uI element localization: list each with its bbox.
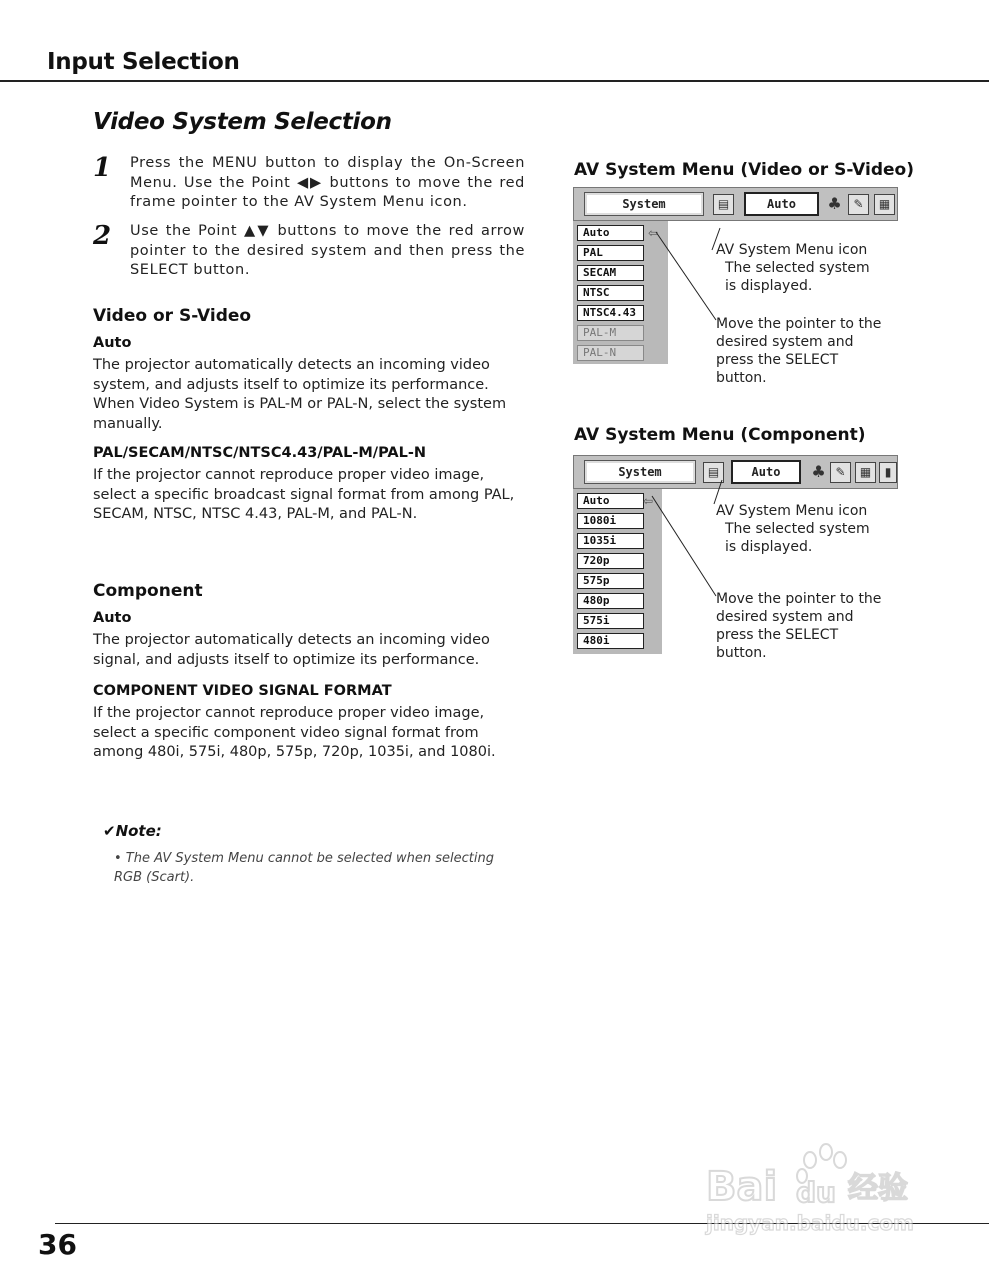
list-item-pal[interactable]: PAL <box>577 245 644 261</box>
system-tab[interactable]: System <box>584 192 704 216</box>
menu-component-title: AV System Menu (Component) <box>574 425 866 445</box>
list-item-secam[interactable]: SECAM <box>577 265 644 281</box>
menu-component-callout-icon-title: AV System Menu icon <box>716 503 868 519</box>
component-heading: Component <box>93 581 203 601</box>
color-adjust-icon[interactable]: ♣ <box>811 462 826 481</box>
component-format-text: If the projector cannot reproduce proper video image, select a specific component video signal format from among 480i, 575i, 480p, 575p, 720p, 1035i, and 1080i. <box>93 705 496 760</box>
color-adjust-icon[interactable]: ♣ <box>827 194 842 213</box>
section-title: Video System Selection <box>93 109 392 135</box>
page-number: 36 <box>38 1228 77 1261</box>
system-tab[interactable]: System <box>584 460 696 484</box>
note-text: • The AV System Menu cannot be selected when selecting RGB (Scart). <box>114 851 494 885</box>
component-format-label: COMPONENT VIDEO SIGNAL FORMAT <box>93 683 392 699</box>
step-number-1: 1 <box>93 153 112 183</box>
setting-icon[interactable]: ▮ <box>879 462 897 483</box>
menu-tool-icon[interactable]: ▤ <box>703 462 724 483</box>
list-item-ntsc443[interactable]: NTSC4.43 <box>577 305 644 321</box>
menu-video-callout-icon-text: The selected system is displayed. <box>725 260 870 294</box>
list-item-720p[interactable]: 720p <box>577 553 644 569</box>
menu-tool-icon[interactable]: ▤ <box>713 194 734 215</box>
video-auto-text: The projector automatically detects an incoming video system, and adjusts itself to optimize its performance. When Video System is PAL-M or PAL-N, select the system manually. <box>93 357 507 432</box>
list-item-pal-m[interactable]: PAL-M <box>577 325 644 341</box>
list-item-575p[interactable]: 575p <box>577 573 644 589</box>
av-system-menu-icon[interactable]: Auto <box>731 460 801 484</box>
menu-video-callout-icon-title: AV System Menu icon <box>716 242 868 258</box>
menu-video-callout-pointer: Move the pointer to the desired system and press the SELECT button. <box>716 316 882 386</box>
svg-text:du: du <box>796 1176 836 1209</box>
baidu-watermark-logo <box>702 1138 942 1238</box>
screen-icon[interactable]: ▦ <box>855 462 876 483</box>
component-auto-text: The projector automatically detects an incoming video signal, and adjusts itself to optimize its performance. <box>93 632 490 668</box>
video-formats-text: If the projector cannot reproduce proper video image, select a specific broadcast signal format from among PAL, SECAM, NTSC, NTSC 4.43, PAL-M, and PAL-N. <box>93 467 515 522</box>
page-header-title: Input Selection <box>47 49 240 75</box>
list-item-1035i[interactable]: 1035i <box>577 533 644 549</box>
av-system-menu-icon[interactable]: Auto <box>744 192 819 216</box>
menu-component-callout-pointer: Move the pointer to the desired system and press the SELECT button. <box>716 591 882 661</box>
video-formats-label: PAL/SECAM/NTSC/NTSC4.43/PAL-M/PAL-N <box>93 445 426 461</box>
menu-video-topbar <box>573 187 898 221</box>
list-item-575i[interactable]: 575i <box>577 613 644 629</box>
svg-text:经验: 经验 <box>848 1171 908 1206</box>
menu-video-title: AV System Menu (Video or S-Video) <box>574 160 915 180</box>
step-number-2: 2 <box>93 221 112 251</box>
list-item-480i[interactable]: 480i <box>577 633 644 649</box>
screen-icon[interactable]: ▦ <box>874 194 895 215</box>
video-auto-label: Auto <box>93 335 132 351</box>
image-adjust-icon[interactable]: ✎ <box>830 462 851 483</box>
menu-video-callout-lines <box>640 220 730 330</box>
list-item-480p[interactable]: 480p <box>577 593 644 609</box>
step-text-1: Press the MENU button to display the On-Screen Menu. Use the Point ◀▶ buttons to move the red frame pointer to the AV System Menu icon. <box>130 155 525 210</box>
step-text-2: Use the Point ▲▼ buttons to move the red arrow pointer to the desired system and then press the SELECT button. <box>130 223 525 278</box>
list-item-pal-n[interactable]: PAL-N <box>577 345 644 361</box>
menu-component-topbar <box>573 455 898 489</box>
component-auto-label: Auto <box>93 610 132 626</box>
menu-component-callout-icon-text: The selected system is displayed. <box>725 521 870 555</box>
list-item-auto[interactable]: Auto <box>577 225 644 241</box>
image-adjust-icon[interactable]: ✎ <box>848 194 869 215</box>
header-divider <box>0 80 989 82</box>
svg-text:jingyan.baidu.com: jingyan.baidu.com <box>706 1211 914 1235</box>
pointer-arrow-icon: ⇦ <box>648 226 659 240</box>
note-label: ✔Note: <box>103 822 162 840</box>
pointer-arrow-icon: ⇦ <box>643 494 654 508</box>
menu-component-callout-lines <box>640 478 730 603</box>
video-heading: Video or S-Video <box>93 306 252 326</box>
list-item-auto[interactable]: Auto <box>577 493 644 509</box>
list-item-ntsc[interactable]: NTSC <box>577 285 644 301</box>
list-item-1080i[interactable]: 1080i <box>577 513 644 529</box>
svg-text:Bai: Bai <box>706 1164 778 1210</box>
